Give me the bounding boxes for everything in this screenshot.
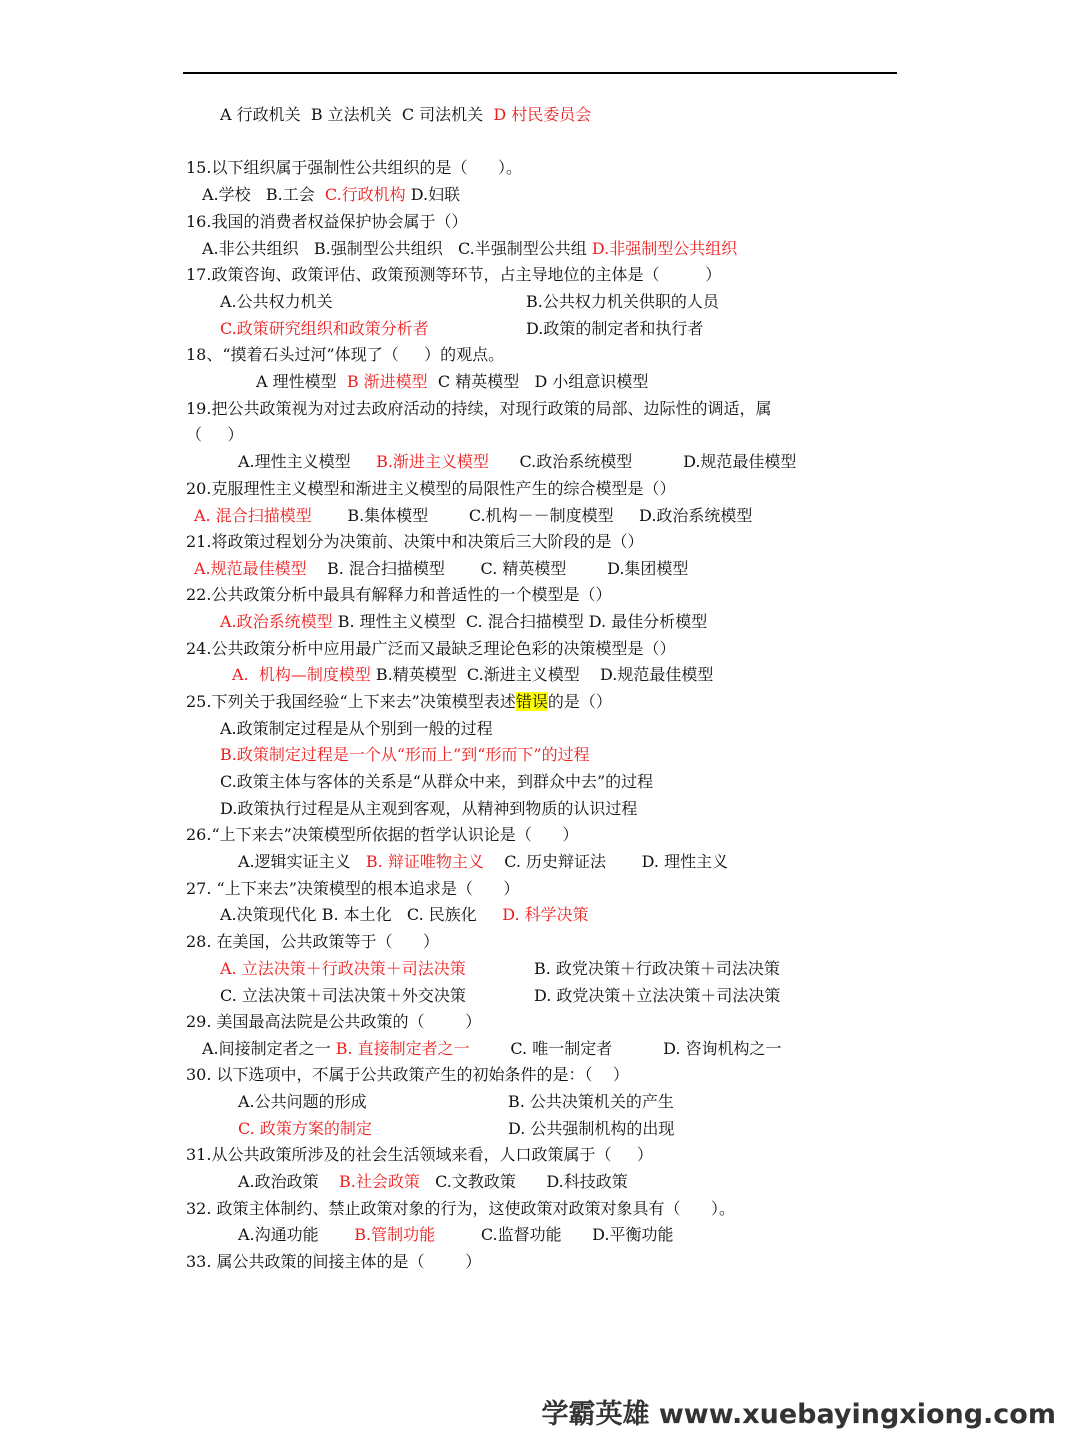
question-line <box>186 638 675 660</box>
question-line <box>186 878 519 900</box>
options-line <box>202 1038 782 1060</box>
options-line <box>238 1171 628 1193</box>
line-text: C.政治系统模型 D.规范最佳模型 <box>488 452 797 471</box>
question-line <box>186 1198 735 1220</box>
option-item <box>220 771 653 793</box>
line-text: B.集体模型 C.机构－－制度模型 D.政治系统模型 <box>311 506 753 525</box>
options-line <box>194 558 688 580</box>
line-text: A.非公共组织 B.强制型公共组织 C.半强制型公共组 <box>202 239 592 258</box>
header-rule <box>183 72 897 74</box>
options-line <box>238 851 728 873</box>
options-line <box>232 664 713 686</box>
question-line <box>186 344 504 366</box>
option-item <box>508 1091 674 1113</box>
option-item <box>526 291 719 313</box>
answer-text: D. 科学决策 <box>502 905 589 924</box>
answer-text: B 渐进模型 <box>346 372 428 391</box>
option-item <box>220 318 429 340</box>
question-line <box>186 424 243 446</box>
line-text: A.政策制定过程是从个别到一般的过程 <box>220 719 493 738</box>
line-text: 24.公共政策分析中应用最广泛而又最缺乏理论色彩的决策模型是（） <box>186 639 676 658</box>
question-line <box>186 1064 629 1086</box>
options-line <box>202 184 460 206</box>
line-text: B. 公共决策机关的产生 <box>508 1092 674 1111</box>
option-item <box>220 744 590 766</box>
line-text: 30. 以下选项中，不属于公共政策产生的初始条件的是：（ ） <box>186 1065 629 1084</box>
highlight-text: 错误 <box>515 692 548 711</box>
answer-text: B.社会政策 <box>339 1172 420 1191</box>
line-text: C.文教政策 D.科技政策 <box>419 1172 628 1191</box>
line-text: 16.我国的消费者权益保护协会属于（） <box>186 212 468 231</box>
question-line <box>186 211 467 233</box>
line-text: 15.以下组织属于强制性公共组织的是（ ）。 <box>186 158 522 177</box>
line-text: B. 混合扫描模型 C. 精英模型 D.集团模型 <box>306 559 689 578</box>
line-text: 17.政策咨询、政策评估、政策预测等环节，占主导地位的主体是（ ） <box>186 265 722 284</box>
line-text: A.公共权力机关 <box>220 292 333 311</box>
question-line <box>186 824 578 846</box>
question-line <box>186 931 439 953</box>
line-text: C.监督功能 D.平衡功能 <box>435 1225 674 1244</box>
options-line <box>194 505 752 527</box>
line-text: D.妇联 <box>405 185 461 204</box>
answer-text: A. 混合扫描模型 <box>194 506 312 525</box>
line-text: A.决策现代化 B. 本土化 C. 民族化 <box>220 905 503 924</box>
line-text: A.逻辑实证主义 <box>238 852 366 871</box>
option-item <box>534 985 780 1007</box>
answer-text: C. 政策方案的制定 <box>238 1119 372 1138</box>
option-item <box>220 291 333 313</box>
line-text: A.沟通功能 <box>238 1225 355 1244</box>
options-line <box>256 371 648 393</box>
answer-text: B.管制功能 <box>354 1225 436 1244</box>
line-text: 29. 美国最高法院是公共政策的（ ） <box>186 1012 482 1031</box>
line-text: A.间接制定者之一 <box>202 1039 336 1058</box>
answer-text: A. 立法决策＋行政决策＋司法决策 <box>220 959 466 978</box>
options-line <box>220 611 707 633</box>
option-item <box>526 318 703 340</box>
line-text: B.公共权力机关供职的人员 <box>526 292 719 311</box>
line-text: C. 唯一制定者 D. 咨询机构之一 <box>469 1039 782 1058</box>
answer-text: B. 直接制定者之一 <box>335 1039 470 1058</box>
options-line <box>220 904 589 926</box>
line-text: 22.公共政策分析中最具有解释力和普适性的一个模型是（） <box>186 585 612 604</box>
line-text: D.政策执行过程是从主观到客观，从精神到物质的认识过程 <box>220 799 638 818</box>
line-text: 18、“摸着石头过河”体现了（ ）的观点。 <box>186 345 505 364</box>
question-line <box>186 691 612 713</box>
answer-text: C.行政机构 <box>324 185 406 204</box>
line-text: 28. 在美国，公共政策等于（ ） <box>186 932 440 951</box>
line-text: B.精英模型 C.渐进主义模型 D.规范最佳模型 <box>370 665 714 684</box>
option-item <box>220 798 637 820</box>
answer-text: D 村民委员会 <box>493 105 592 124</box>
line-text: 26.“上下来去”决策模型所依据的哲学认识论是（ ） <box>186 825 579 844</box>
answer-text: A.政治系统模型 <box>220 612 333 631</box>
answer-text: B. 辩证唯物主义 <box>365 852 484 871</box>
footer-watermark: 学霸英雄 www.xuebayingxiong.com <box>541 1399 1056 1430</box>
question-line <box>186 264 721 286</box>
line-text: （ ） <box>186 425 244 444</box>
answer-text: C.政策研究组织和政策分析者 <box>220 319 429 338</box>
line-text: 25.下列关于我国经验“上下来去”决策模型表述 <box>186 692 516 711</box>
answer-text: A.规范最佳模型 <box>194 559 307 578</box>
option-item <box>508 1118 674 1140</box>
answer-text: D.非强制型公共组织 <box>591 239 738 258</box>
question-line <box>186 398 771 420</box>
line-text: C 精英模型 D 小组意识模型 <box>427 372 649 391</box>
options-line <box>220 104 591 126</box>
line-text: A.学校 B.工会 <box>202 185 325 204</box>
line-text: 33. 属公共政策的间接主体的是（ ） <box>186 1252 482 1271</box>
line-text: A 行政机关 B 立法机关 C 司法机关 <box>220 105 494 124</box>
question-line <box>186 584 611 606</box>
option-item <box>534 958 780 980</box>
line-text: B. 政党决策＋行政决策＋司法决策 <box>534 959 780 978</box>
line-text: D. 公共强制机构的出现 <box>508 1119 675 1138</box>
question-line <box>186 1144 653 1166</box>
answer-text: B.渐进主义模型 <box>376 452 489 471</box>
line-text: C. 历史辩证法 D. 理性主义 <box>483 852 729 871</box>
question-line <box>186 1011 481 1033</box>
answer-text: A. 机构—制度模型 <box>232 665 371 684</box>
line-text: C. 立法决策＋司法决策＋外交决策 <box>220 986 466 1005</box>
line-text: A 理性模型 <box>256 372 347 391</box>
line-text: 20.克服理性主义模型和渐进主义模型的局限性产生的综合模型是（） <box>186 479 676 498</box>
line-text: D. 政党决策＋立法决策＋司法决策 <box>534 986 781 1005</box>
line-text: A.理性主义模型 <box>238 452 377 471</box>
option-item <box>238 1118 372 1140</box>
line-text: D.政策的制定者和执行者 <box>526 319 704 338</box>
answer-text: B.政策制定过程是一个从“形而上”到“形而下”的过程 <box>220 745 590 764</box>
question-line <box>186 531 643 553</box>
options-line <box>238 451 796 473</box>
option-item <box>220 958 466 980</box>
option-item <box>220 985 466 1007</box>
line-text: 32. 政策主体制约、禁止政策对象的行为，这使政策对政策对象具有（ ）。 <box>186 1199 736 1218</box>
line-text: 19.把公共政策视为对过去政府活动的持续，对现行政策的局部、边际性的调适，属 <box>186 399 772 418</box>
line-text: A.政治政策 <box>238 1172 339 1191</box>
options-line <box>202 238 737 260</box>
option-item <box>220 718 493 740</box>
options-line <box>238 1224 674 1246</box>
line-text: 21.将政策过程划分为决策前、决策中和决策后三大阶段的是（） <box>186 532 644 551</box>
line-text: C.政策主体与客体的关系是“从群众中来，到群众中去”的过程 <box>220 772 654 791</box>
question-line <box>186 478 675 500</box>
line-text: A.公共问题的形成 <box>238 1092 367 1111</box>
question-line <box>186 157 522 179</box>
line-text: 的是（） <box>547 692 612 711</box>
option-item <box>238 1091 367 1113</box>
line-text: B. 理性主义模型 C. 混合扫描模型 D. 最佳分析模型 <box>332 612 708 631</box>
question-line <box>186 1251 481 1273</box>
line-text: 31.从公共政策所涉及的社会生活领域来看，人口政策属于（ ） <box>186 1145 653 1164</box>
line-text: 27. “上下来去”决策模型的根本追求是（ ） <box>186 879 520 898</box>
